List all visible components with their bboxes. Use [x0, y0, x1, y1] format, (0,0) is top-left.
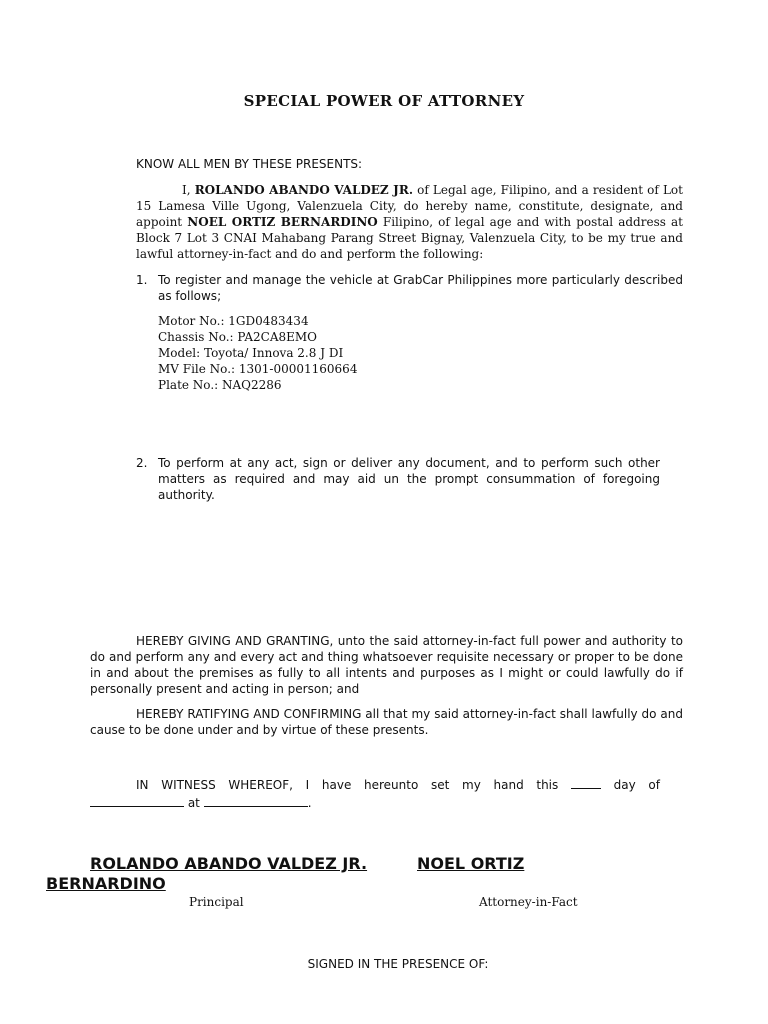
item-2-number: 2.	[136, 456, 148, 470]
signed-presence-heading: SIGNED IN THE PRESENCE OF:	[307, 957, 489, 971]
para1-end: Filipino, of legal age and with postal address at Block 7 Lot 3 CNAI Mahabang Parang Street Bignay, Valenzuela City, to be my true and lawful attorney-in-fact and do and perform the following:	[136, 215, 683, 261]
vehicle-motor-no: Motor No.: 1GD0483434	[158, 314, 309, 328]
month-blank	[90, 796, 184, 807]
principal-label: Principal	[189, 895, 244, 909]
witness-day-word: day of	[613, 778, 660, 792]
giving-granting-paragraph: HEREBY GIVING AND GRANTING, unto the said attorney-in-fact full power and authority to do and perform any and every act and thing whatsoever requisite necessary or proper to be done in and about the premises as fully to all intents and purposes as I might or could lawfully do if personally present and acting in person; and	[90, 634, 683, 696]
para1-start: I,	[182, 183, 191, 197]
principal-signature-name: ROLANDO ABANDO VALDEZ JR.	[90, 854, 368, 873]
attorney-name-inline: NOEL ORTIZ BERNARDINO	[187, 215, 378, 229]
para1-mid: of Legal age, Filipino, and a resident of Lot 15 Lamesa Ville Ugong, Valenzuela City, do hereby name, constitute, designate, and appoint	[136, 183, 683, 229]
document-title: SPECIAL POWER OF ATTORNEY	[243, 92, 525, 110]
attorney-signature-name-part1: NOEL ORTIZ	[417, 854, 525, 873]
item-1-number: 1.	[136, 273, 148, 287]
witness-text: IN WITNESS WHEREOF, I have hereunto set my hand this	[136, 778, 559, 792]
vehicle-model: Model: Toyota/ Innova 2.8 J DI	[158, 346, 344, 360]
vehicle-mv-file-no: MV File No.: 1301-00001160664	[158, 362, 358, 376]
vehicle-details	[158, 313, 357, 393]
day-blank	[571, 778, 601, 789]
item-2-text: To perform at any act, sign or deliver any document, and to perform such other matters as required and may aid un the prompt consummation of foregoing authority.	[158, 456, 660, 502]
witness-at-word: at	[187, 796, 200, 810]
ratifying-paragraph: HEREBY RATIFYING AND CONFIRMING all that my said attorney-in-fact shall lawfully do and cause to be done under and by virtue of these presents.	[90, 707, 683, 737]
appointment-paragraph	[136, 182, 683, 262]
witness-line	[136, 777, 660, 793]
place-blank	[204, 796, 308, 807]
witness-line-2: at .	[90, 795, 312, 811]
attorney-signature-name-part2: BERNARDINO	[46, 874, 166, 893]
intro-line: KNOW ALL MEN BY THESE PRESENTS:	[136, 157, 363, 171]
vehicle-chassis-no: Chassis No.: PA2CA8EMO	[158, 330, 318, 344]
item-1-text: To register and manage the vehicle at GrabCar Philippines more particularly described as follows;	[158, 273, 683, 303]
vehicle-plate-no: Plate No.: NAQ2286	[158, 378, 282, 392]
attorney-label: Attorney-in-Fact	[479, 895, 578, 909]
principal-name-inline: ROLANDO ABANDO VALDEZ JR.	[194, 183, 414, 197]
